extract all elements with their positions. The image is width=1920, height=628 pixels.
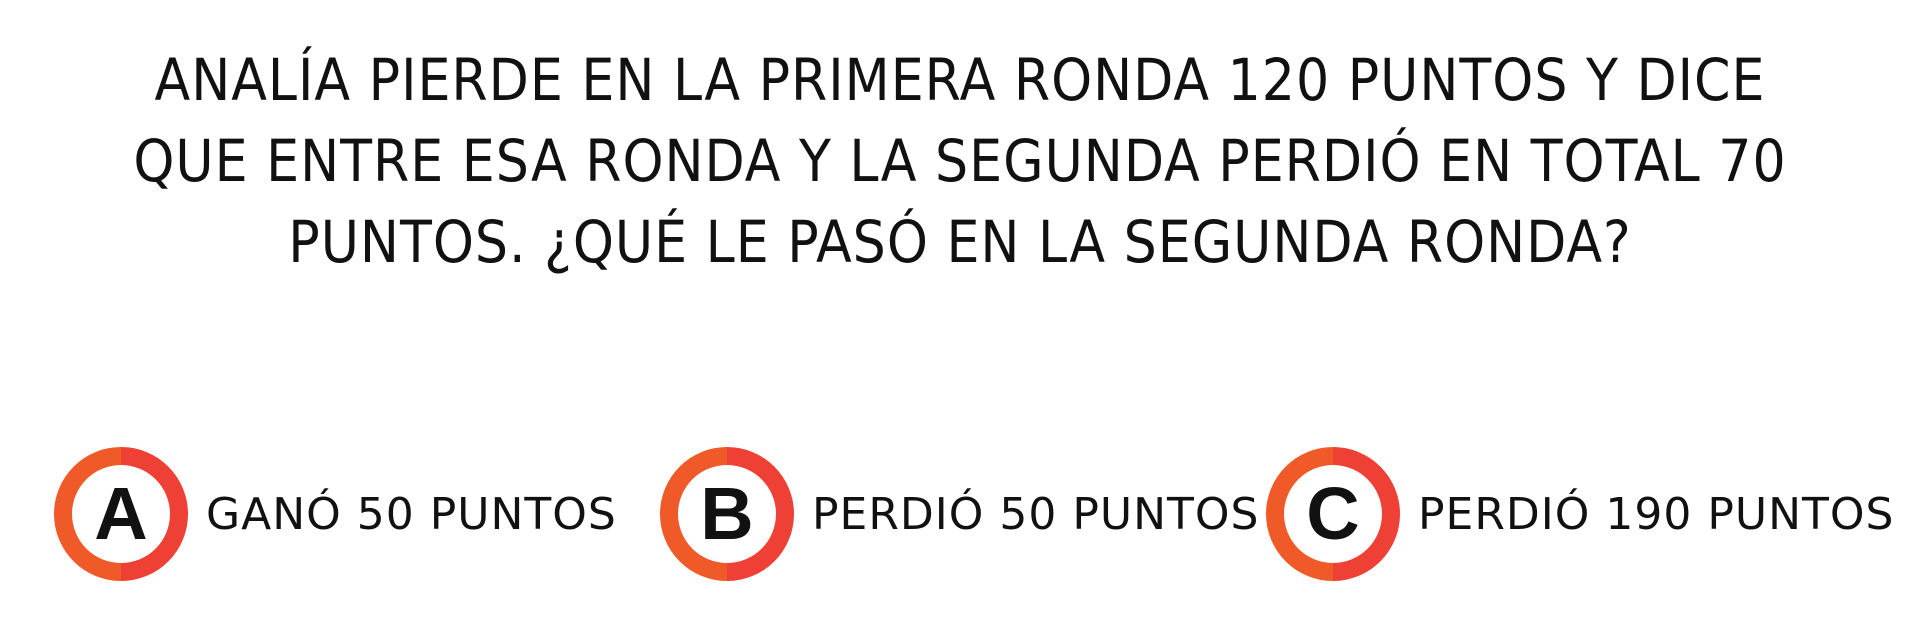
option-c-badge[interactable] xyxy=(1266,447,1400,581)
option-a-label[interactable]: GANÓ 50 PUNTOS xyxy=(206,488,617,540)
option-b-letter: B xyxy=(678,465,776,563)
question-line: PUNTOS. ¿QUÉ LE PASÓ EN LA SEGUNDA RONDA? xyxy=(288,208,1632,276)
option-c[interactable] xyxy=(1266,447,1894,581)
option-b-label[interactable]: PERDIÓ 50 PUNTOS xyxy=(812,488,1260,540)
option-c-letter: C xyxy=(1284,465,1382,563)
question-line: ANALÍA PIERDE EN LA PRIMERA RONDA 120 PUNTOS Y DICE xyxy=(154,46,1766,114)
question-line: QUE ENTRE ESA RONDA Y LA SEGUNDA PERDIÓ EN TOTAL 70 xyxy=(133,127,1787,195)
option-a-badge[interactable] xyxy=(54,447,188,581)
answer-options xyxy=(0,447,1920,581)
option-c-label[interactable]: PERDIÓ 190 PUNTOS xyxy=(1418,488,1895,540)
question-text xyxy=(0,40,1920,283)
option-a-letter: A xyxy=(72,465,170,563)
option-a[interactable] xyxy=(54,447,617,581)
option-b[interactable] xyxy=(660,447,1259,581)
option-b-badge[interactable] xyxy=(660,447,794,581)
